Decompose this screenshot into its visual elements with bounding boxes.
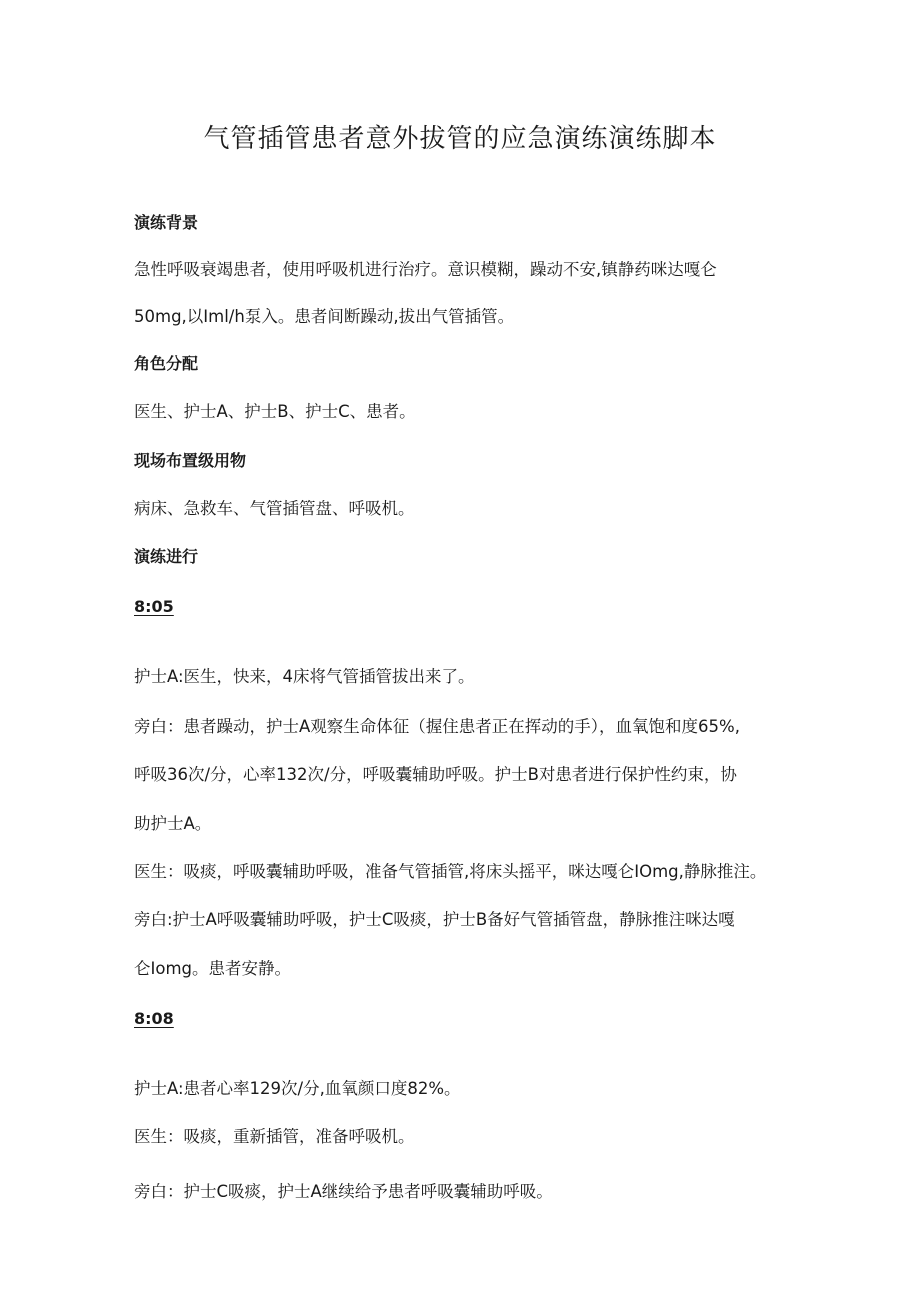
setup-line-1: 病床、急救车、气管插管盘、呼吸机。 bbox=[134, 499, 415, 518]
drill1-line-5: 医生：吸痰，呼吸囊辅助呼吸，准备气管插管,将床头摇平，咪达嘎仑IOmg,静脉推注。 bbox=[134, 862, 767, 881]
drill2-line-1: 护士A:患者心率129次/分,血氧颜口度82%。 bbox=[134, 1079, 461, 1098]
drill2-line-3: 旁白：护士C吸痰，护士A继续给予患者呼吸囊辅助呼吸。 bbox=[134, 1182, 553, 1201]
section-heading-roles: 角色分配 bbox=[134, 354, 199, 373]
drill2-line-2: 医生：吸痰，重新插管，准备呼吸机。 bbox=[134, 1127, 415, 1146]
drill1-line-1: 护士A:医生，快来，4床将气管插管拔出来了。 bbox=[134, 667, 475, 686]
background-line-1: 急性呼吸衰竭患者，使用呼吸机进行治疗。意识模糊，躁动不安,镇静药咪达嘎仑 bbox=[134, 260, 717, 279]
section-heading-drill: 演练进行 bbox=[134, 547, 199, 566]
drill1-line-7: 仑Iomg。患者安静。 bbox=[134, 959, 292, 978]
drill1-line-3: 呼吸36次/分，心率132次/分，呼吸囊辅助呼吸。护士B对患者进行保护性约束，协 bbox=[134, 765, 737, 784]
section-heading-setup: 现场布置级用物 bbox=[134, 451, 247, 470]
section-heading-background: 演练背景 bbox=[134, 213, 199, 232]
document-title: 气管插管患者意外拔管的应急演练演练脚本 bbox=[203, 124, 717, 154]
background-line-2: 50mg,以Iml/h泵入。患者间断躁动,拔出气管插管。 bbox=[134, 307, 515, 326]
drill1-line-4: 助护士A。 bbox=[134, 814, 212, 833]
timestamp-1: 8:05 bbox=[134, 597, 174, 616]
drill1-line-6: 旁白:护士A呼吸囊辅助呼吸，护士C吸痰，护士B备好气管插管盘，静脉推注咪达嘎 bbox=[134, 910, 735, 929]
drill1-line-2: 旁白：患者躁动，护士A观察生命体征（握住患者正在挥动的手），血氧饱和度65%, bbox=[134, 717, 740, 736]
timestamp-2: 8:08 bbox=[134, 1009, 174, 1028]
roles-line-1: 医生、护士A、护士B、护士C、患者。 bbox=[134, 402, 416, 421]
